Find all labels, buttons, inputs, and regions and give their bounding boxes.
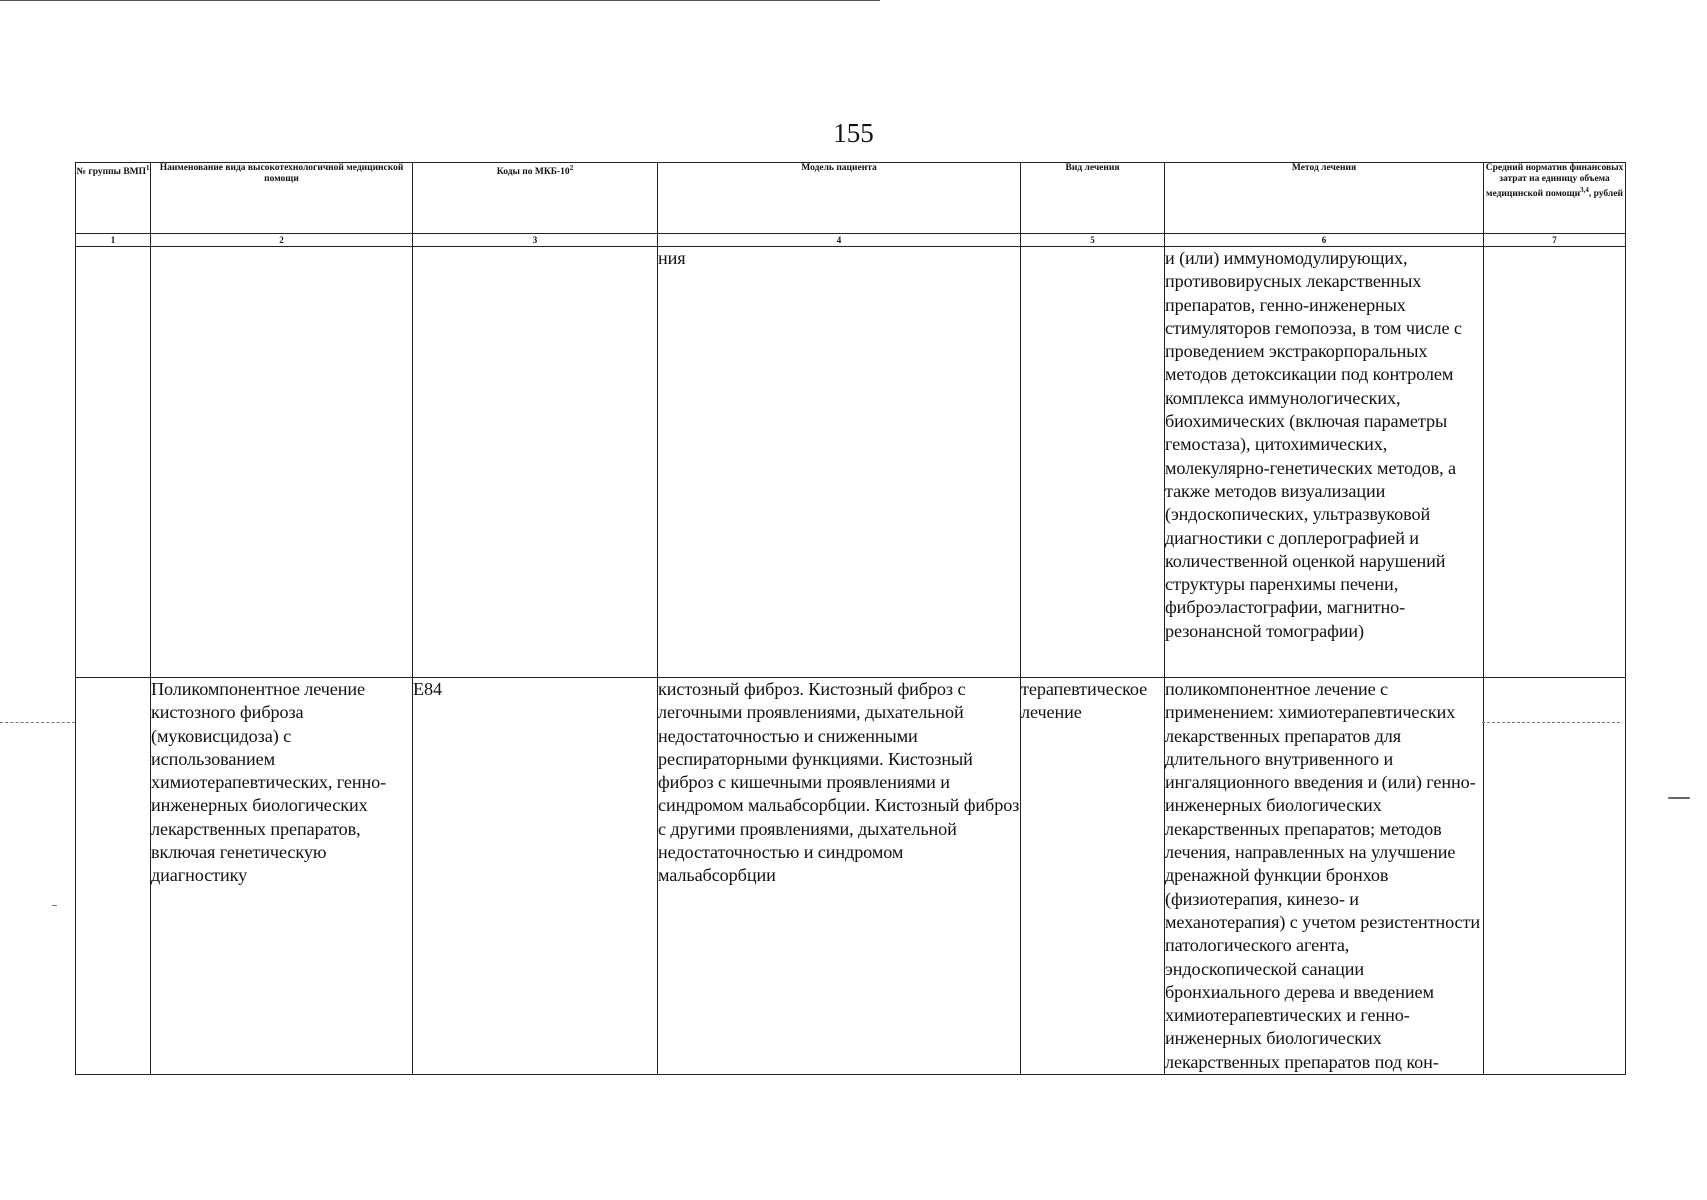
cell-codes (413, 247, 658, 678)
header-row (76, 163, 1626, 234)
header-method: Метод лечения (1165, 163, 1484, 234)
cell-treatment-type (1021, 247, 1165, 678)
column-number: 3 (413, 234, 658, 247)
cell-cost (1484, 678, 1626, 1075)
cell-method: поликомпонентное лечение с применением: химиотерапевтических лекарственных препаратов для длительного внутривенного и ингаляционного введения и (или) генно-инженерных биологических лекарственных препаратов; методов лечения, направленных на улучшение дренажной функции бронхов (физиотерапия, кинезо- и механотерапия) с учетом резистентности патологического агента, эндоскопической санации бронхиального дерева и введением химиотерапевтических и генно-инженерных биологических лекарственных препаратов под кон- (1165, 678, 1484, 1075)
top-rule (0, 0, 880, 1)
table-row (76, 247, 1626, 678)
column-number: 1 (76, 234, 151, 247)
cell-cost (1484, 247, 1626, 678)
column-number: 5 (1021, 234, 1165, 247)
header-name: Наименование вида высокотехнологичной медицинской помощи (151, 163, 413, 234)
cell-treatment-type: терапевтическое лечение (1021, 678, 1165, 1075)
column-number: 4 (658, 234, 1021, 247)
header-model: Модель пациента (658, 163, 1021, 234)
column-number: 2 (151, 234, 413, 247)
cell-group (76, 247, 151, 678)
column-number: 7 (1484, 234, 1626, 247)
vmp-table (75, 162, 1626, 1075)
cell-name (151, 247, 413, 678)
cell-model: ния (658, 247, 1021, 678)
scan-dash-right (1482, 722, 1620, 723)
cell-group (76, 678, 151, 1075)
scan-mark (52, 905, 57, 906)
header-group: № группы ВМП$^1$ (76, 163, 151, 234)
cell-method: и (или) иммуномодулирующих, противовирусных лекарственных препаратов, генно-инженерных стимуляторов гемопоэза, в том числе с проведением экстракорпоральных методов детоксикации под контролем комплекса иммунологических, биохимических (включая параметры гемостаза), цитохимических, молекулярно-генетических методов, а также методов визуализации (эндоскопических, ультразвуковой диагностики с доплерографией и количественной оценкой нарушений структуры паренхимы печени, фиброэластографии, магнитно-резонансной томографии) (1165, 247, 1484, 678)
header-cost: Средний норматив финансовых затрат на единицу объема медицинской помощи$^{3,4}$, рублей (1484, 163, 1626, 234)
cell-name: Поликомпонентное лечение кистозного фиброза (муковисцидоза) с использованием химиотерапевтических, генно-инженерных биологических лекарственных препаратов, включая генетическую диагностику (151, 678, 413, 1075)
scan-mark (1668, 797, 1690, 799)
column-number-row (76, 234, 1626, 247)
table-row (76, 678, 1626, 1075)
column-number: 6 (1165, 234, 1484, 247)
cell-codes: E84 (413, 678, 658, 1075)
cell-model: кистозный фиброз. Кистозный фиброз с легочными проявлениями, дыхательной недостаточностью и сниженными респираторными функциями. Кистозный фиброз с кишечными проявлениями и синдромом мальабсорбции. Кистозный фиброз с другими проявлениями, дыхательной недостаточностью и синдромом мальабсорбции (658, 678, 1021, 1075)
scan-dash-left (0, 722, 75, 723)
header-treatment-type: Вид лечения (1021, 163, 1165, 234)
header-codes: Коды по МКБ-$10^2$ (413, 163, 658, 234)
page-number: 155 (833, 118, 874, 148)
